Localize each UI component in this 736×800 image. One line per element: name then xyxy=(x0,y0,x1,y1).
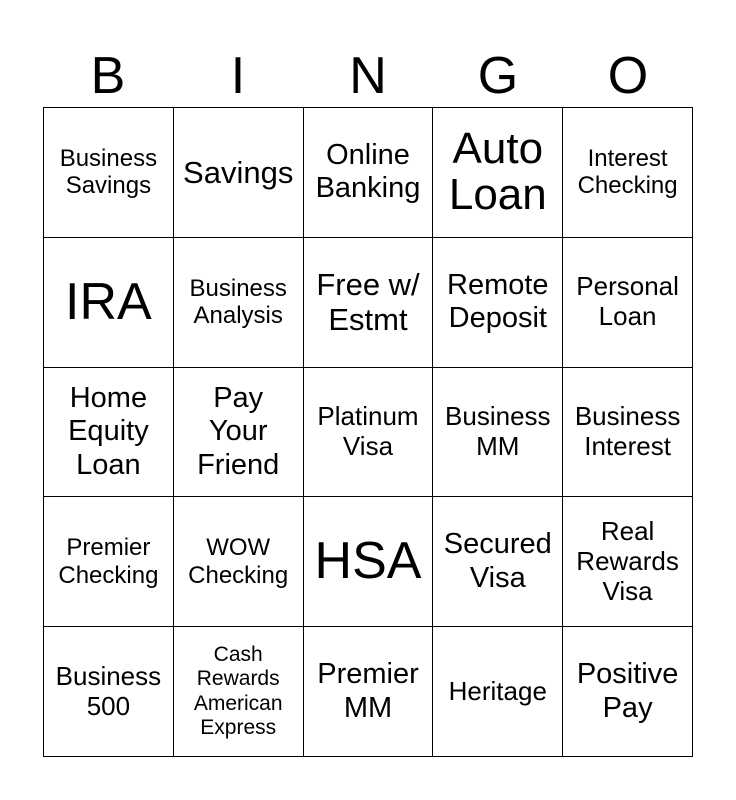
bingo-cell-label: Cash Rewards American Express xyxy=(193,643,283,739)
header-letter-n: N xyxy=(349,47,387,105)
bingo-cell[interactable] xyxy=(563,627,693,757)
header-letter-o: O xyxy=(607,47,649,105)
bingo-cell[interactable] xyxy=(563,108,693,238)
bingo-cell-label: Premier MM xyxy=(317,658,419,724)
bingo-cell-label: Business MM xyxy=(445,401,551,461)
bingo-cell-label: Online Banking xyxy=(315,139,421,205)
bingo-header xyxy=(43,46,693,106)
header-letter-g: G xyxy=(477,47,519,105)
bingo-cell-label: Business Analysis xyxy=(189,274,287,330)
bingo-cell[interactable] xyxy=(304,368,434,498)
bingo-cell[interactable] xyxy=(44,627,174,757)
bingo-cell[interactable] xyxy=(433,627,563,757)
bingo-cell[interactable] xyxy=(304,238,434,368)
bingo-cell-label: Pay Your Friend xyxy=(197,381,280,481)
bingo-cell-label: Remote Deposit xyxy=(447,268,549,335)
bingo-cell-label: HSA xyxy=(314,532,422,591)
bingo-cell[interactable] xyxy=(433,108,563,238)
bingo-cell-label: Business Interest xyxy=(574,401,681,461)
bingo-cell[interactable] xyxy=(174,108,304,238)
bingo-cell[interactable] xyxy=(44,238,174,368)
bingo-cell-label: Personal Loan xyxy=(576,271,679,332)
bingo-cell-label: Real Rewards Visa xyxy=(576,515,679,606)
bingo-cell[interactable] xyxy=(174,497,304,627)
bingo-cell[interactable] xyxy=(433,368,563,498)
bingo-cell[interactable] xyxy=(174,368,304,498)
bingo-cell[interactable] xyxy=(433,238,563,368)
bingo-cell[interactable] xyxy=(174,627,304,757)
bingo-cell-label: Savings xyxy=(183,154,294,190)
bingo-cell-label: Interest Checking xyxy=(577,144,678,200)
bingo-cell[interactable] xyxy=(563,368,693,498)
bingo-cell-label: IRA xyxy=(65,272,152,331)
bingo-board xyxy=(43,107,693,757)
header-letter-b: B xyxy=(90,47,126,105)
bingo-cell[interactable] xyxy=(563,497,693,627)
bingo-cell[interactable] xyxy=(44,497,174,627)
bingo-cell-label: WOW Checking xyxy=(188,534,289,589)
bingo-cell-label: Platinum Visa xyxy=(317,401,419,461)
bingo-cell[interactable] xyxy=(563,238,693,368)
bingo-cell[interactable] xyxy=(174,238,304,368)
bingo-cell[interactable] xyxy=(304,627,434,757)
header-letter-i: I xyxy=(230,47,246,105)
bingo-cell[interactable] xyxy=(433,497,563,627)
bingo-cell-label: Auto Loan xyxy=(448,124,547,220)
bingo-cell-label: Business Savings xyxy=(59,144,158,200)
bingo-cell[interactable] xyxy=(304,108,434,238)
bingo-cell[interactable] xyxy=(44,108,174,238)
bingo-cell-label: Premier Checking xyxy=(58,534,159,589)
bingo-cell-label: Heritage xyxy=(448,675,547,706)
bingo-cell[interactable] xyxy=(304,497,434,627)
bingo-cell-label: Home Equity Loan xyxy=(68,381,149,481)
bingo-cell-label: Business 500 xyxy=(55,660,162,721)
bingo-cell[interactable] xyxy=(44,368,174,498)
bingo-cell-label: Positive Pay xyxy=(576,658,679,724)
bingo-cell-label: Secured Visa xyxy=(443,528,552,594)
bingo-cell-label: Free w/ Estmt xyxy=(316,266,420,338)
